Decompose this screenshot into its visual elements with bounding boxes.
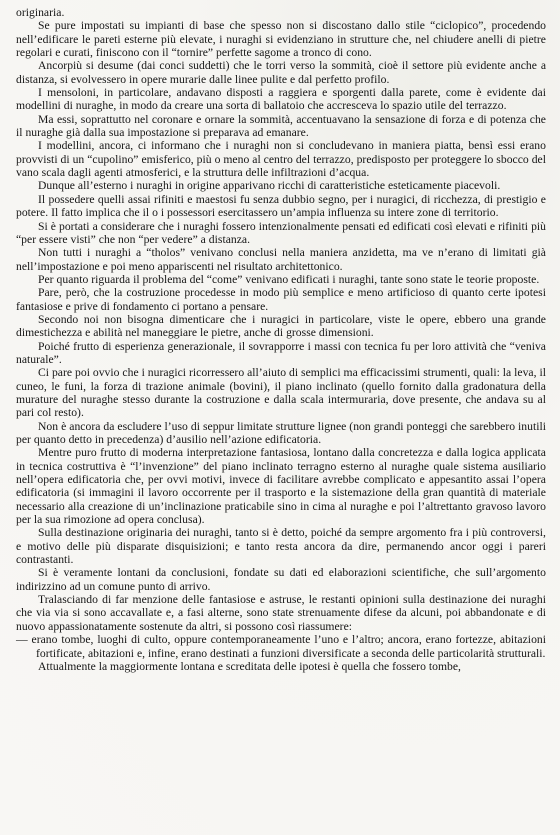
paragraph: Ancorpiù si desume (dai conci suddetti) che le torri verso la sommità, cioè il settore più evidente anche a distanza, si evolvessero in opere murarie dalle linee pulite e dal perfetto profilo. [16,59,546,86]
paragraph: Ci pare poi ovvio che i nuragici ricorressero all’aiuto di semplici ma efficacissimi strumenti, quali: la leva, il cuneo, le funi, la forza di trazione animale (bovini), il piano inclinato (quello fornito dalla gradonatura della murature del nuraghe stesso durante la costruzione e dalla scala intermuraria, dove presente, che andava su al pari col resto). [16,366,546,420]
paragraph: I mensoloni, in particolare, andavano disposti a raggiera e sporgenti dalla parete, come è evidente dai modellini di nuraghe, in modo da creare una sorta di ballatoio che accresceva lo spazio utile del terrazzo. [16,86,546,113]
paragraph: Si è portati a considerare che i nuraghi fossero intenzionalmente pensati ed edificati così elevati e rifiniti più “per essere visti” che non “per vedere” a distanza. [16,219,546,246]
paragraph: Il possedere quelli assai rifiniti e maestosi fu senza dubbio segno, per i nuragici, di ricchezza, di prestigio e potere. Il fatto implica che il o i possessori esercitassero un’ampia influenza su intere zone di territorio. [16,192,546,220]
paragraph: Non tutti i nuraghi a “tholos” venivano conclusi nella maniera anzidetta, ma ve n’erano di limitati già nell’impostazione e poi meno appariscenti nel risultato architettonico. [16,246,546,273]
paragraph: Per quanto riguarda il problema del “come” venivano edificati i nuraghi, tante sono state le teorie proposte. [38,272,540,286]
paragraph: Dunque all’esterno i nuraghi in origine apparivano ricchi di caratteristiche esteticamente piacevoli. [38,179,501,193]
dash-list-item: — erano tombe, luoghi di culto, oppure contemporaneamente l’uno e l’altro; ancora, erano fortezze, abitazioni fortificate, abitazioni e, infine, erano destinati a funzioni diversificate a seconda delle particolarità strutturali. [16,633,546,660]
paragraph: Attualmente la maggiormente lontana e screditata delle ipotesi è quella che fossero tombe, [38,659,461,673]
paragraph: Sulla destinazione originaria dei nuraghi, tanto si è detto, poiché da sempre argomento fra i più controversi, e motivo delle più disparate disquisizioni; e tanto resta ancora da dire, permanendo ancor oggi i pareri contrastanti. [16,526,546,567]
paragraph: Tralasciando di far menzione delle fantasiose e astruse, le restanti opinioni sulla destinazione dei nuraghi che via via si sono accavallate e, a fasi alterne, sono state strenuamente difese da alcuni, poi abbandonate e di nuovo appassionatamente sostenute da altri, si possono così riassumere: [16,593,546,633]
paragraph: I modellini, ancora, ci informano che i nuraghi non si concludevano in maniera piatta, bensì essi erano provvisti di un “cupolino” emisferico, più o meno al centro del terrazzo, predisposto per proteggere lo sbocco del vano scala dagli agenti atmosferici, e la struttura delle infiltrazioni d’acqua. [16,139,546,180]
paragraph: Secondo noi non bisogna dimenticare che i nuragici in particolare, viste le opere, ebbero una grande dimestichezza e abilità nel maneggiare le pietre, anche di grosse dimensioni. [16,312,546,340]
paragraph: Se pure impostati su impianti di base che spesso non si discostano dallo stile “ciclopico”, procedendo nell’edificare le pareti esterne più elevate, i nuraghi si evidenziano in strutture che, nel chiudere anelli di pietre regolari e curati, finiscono con il “tornire” perfette sagome a tronco di cono. [16,19,546,60]
paragraph: Mentre puro frutto di moderna interpretazione fantasiosa, lontano dalla concretezza e dalla logica applicata in tecnica costruttiva è “l’invenzione” del piano inclinato terragno esterno al nuraghe quale sistema ausiliario nell’opera edificatoria che, per ovvi motivi, invece di facilitare avrebbe complicato e appesantito assai l’opera edificatoria (si immagini il lavoro occorrente per il trasporto e la sistemazione della gran quantità di materiale necessario alla creazione di un’inclinazione praticabile sino in cima al nuraghe e poi l’altrettanto gravoso lavoro per la sua rimozione ad opera conclusa). [16,446,546,527]
paragraph: Ma essi, soprattutto nel coronare e ornare la sommità, accentuavano la sensazione di forza e di potenza che il nuraghe già dalla sua impostazione si preparava ad emanare. [16,112,546,140]
paragraph-continuation: originaria. [16,6,65,19]
paragraph: Poiché frutto di esperienza generazionale, il sovrapporre i massi con tecnica fu per loro attività che “veniva naturale”. [16,339,546,366]
paragraph: Pare, però, che la costruzione procedesse in modo più semplice e meno artificioso di quanto certe ipotesi fantasiose e prive di fondamento ci portano a pensare. [16,286,546,313]
paragraph: Non è ancora da escludere l’uso di seppur limitate strutture lignee (non grandi ponteggi che sarebbero inutili per quanto detto in precedenza) d’ausilio nell’azione edificatoria. [16,419,546,446]
paragraph: Si è veramente lontani da conclusioni, fondate su dati ed elaborazioni scientifiche, che sull’argomento indirizzino ad un comune punto di arrivo. [16,566,546,593]
